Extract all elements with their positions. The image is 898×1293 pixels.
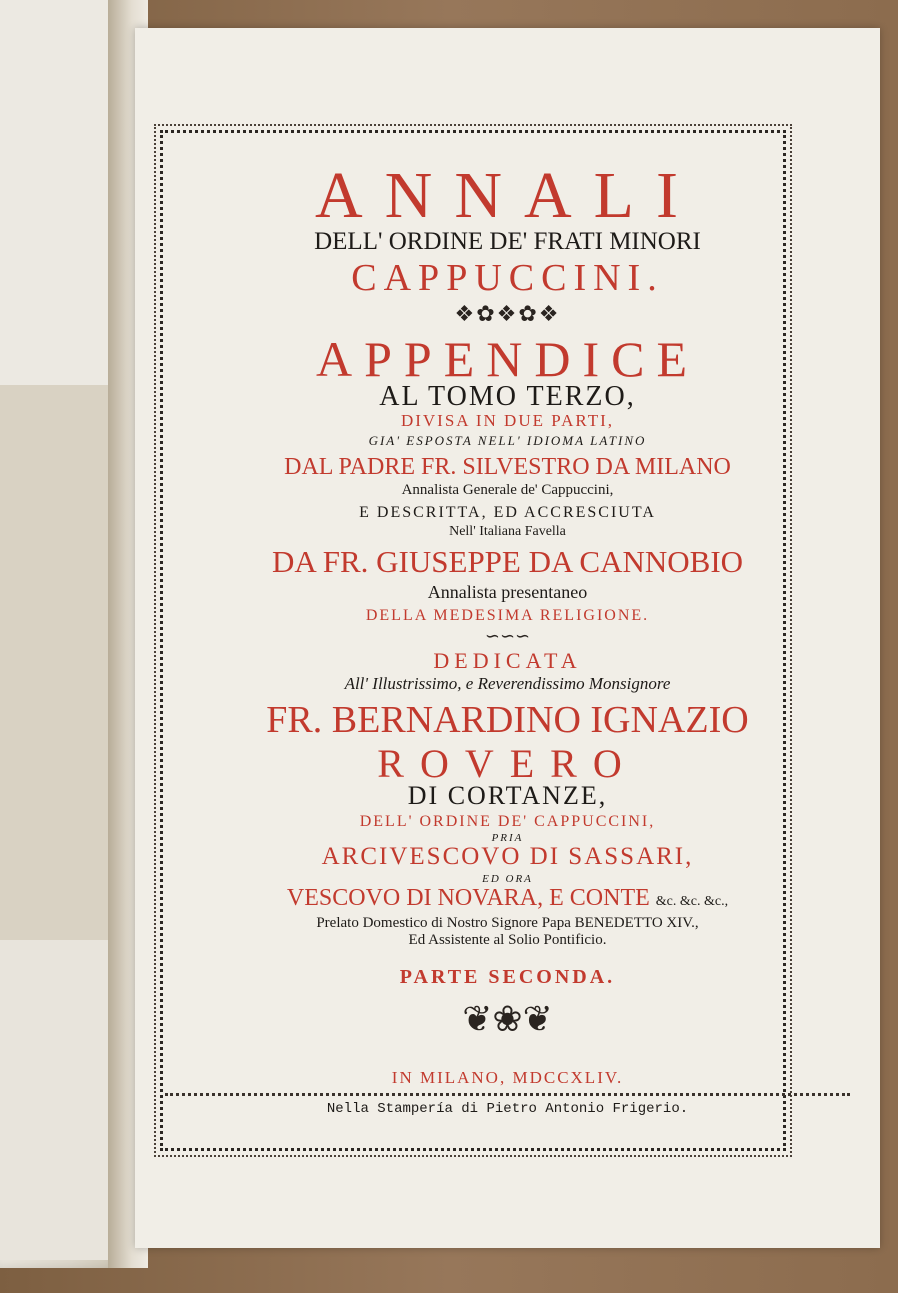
- first-author-role: Annalista Generale de' Cappuccini,: [401, 482, 614, 498]
- language-line: Nell' Italiana Favella: [449, 524, 566, 539]
- second-author-role: Annalista presentaneo: [427, 582, 588, 602]
- title-page-text: [135, 28, 880, 1248]
- part-heading: PARTE SECONDA.: [399, 966, 616, 988]
- second-office: VESCOVO DI NOVARA, E CONTE: [286, 885, 650, 911]
- dedicatee-order: DELL' ORDINE DE' CAPPUCCINI,: [359, 813, 656, 830]
- second-author: DA FR. GIUSEPPE DA CANNOBIO: [271, 544, 744, 579]
- ornament-icon: ❖✿❖✿❖: [454, 301, 561, 326]
- assistant-line: Ed Assistente al Solio Pontificio.: [408, 932, 607, 948]
- imprint-place: IN MILANO, MDCCXLIV.: [391, 1068, 624, 1087]
- paper-patch: [0, 385, 112, 945]
- first-office: ARCIVESCOVO DI SASSARI,: [321, 843, 694, 870]
- order-name: CAPPUCCINI.: [351, 257, 664, 299]
- translation-note: E DESCRITTA, ED ACCRESCIUTA: [359, 504, 656, 521]
- dedication-line: All' Illustrissimo, e Reverendissimo Monsignore: [344, 674, 671, 693]
- dedication-heading: DEDICATA: [433, 648, 582, 673]
- paper-patch: [0, 0, 111, 385]
- main-title: ANNALI: [315, 159, 700, 232]
- pria-label: PRIA: [491, 832, 524, 844]
- wreath-ornament-icon: ❦❀❦: [462, 999, 553, 1039]
- imprint-rule: [165, 1093, 850, 1096]
- religion-line: DELLA MEDESIMA RELIGIONE.: [365, 607, 650, 624]
- etc-text: &c. &c. &c.,: [655, 894, 729, 909]
- volume-line: AL TOMO TERZO,: [379, 381, 636, 412]
- first-author: DAL PADRE FR. SILVESTRO DA MILANO: [284, 454, 731, 480]
- order-line: DELL' ORDINE DE' FRATI MINORI: [314, 228, 701, 255]
- ed-ora-label: ED ORA: [482, 873, 533, 885]
- dedicatee-place: DI CORTANZE,: [407, 781, 608, 810]
- original-language-line: GIA' ESPOSTA NELL' IDIOMA LATINO: [368, 433, 647, 448]
- appendix-heading: APPENDICE: [315, 331, 700, 387]
- paper-patch: [0, 940, 108, 1260]
- dedicatee-surname: ROVERO: [377, 741, 638, 786]
- title-page: [135, 28, 880, 1248]
- left-page-fragment: [0, 0, 120, 1268]
- flourish-icon: ∽∽∽: [484, 626, 531, 646]
- prelate-line: Prelato Domestico di Nostro Signore Papa BENEDETTO XIV.,: [316, 915, 699, 931]
- second-office-row: [135, 885, 880, 912]
- division-line: DIVISA IN DUE PARTI,: [400, 411, 615, 430]
- dedicatee-name: FR. BERNARDINO IGNAZIO: [266, 699, 749, 741]
- printer-line: Nella Stampería di Pietro Antonio Frigerio.: [326, 1101, 689, 1117]
